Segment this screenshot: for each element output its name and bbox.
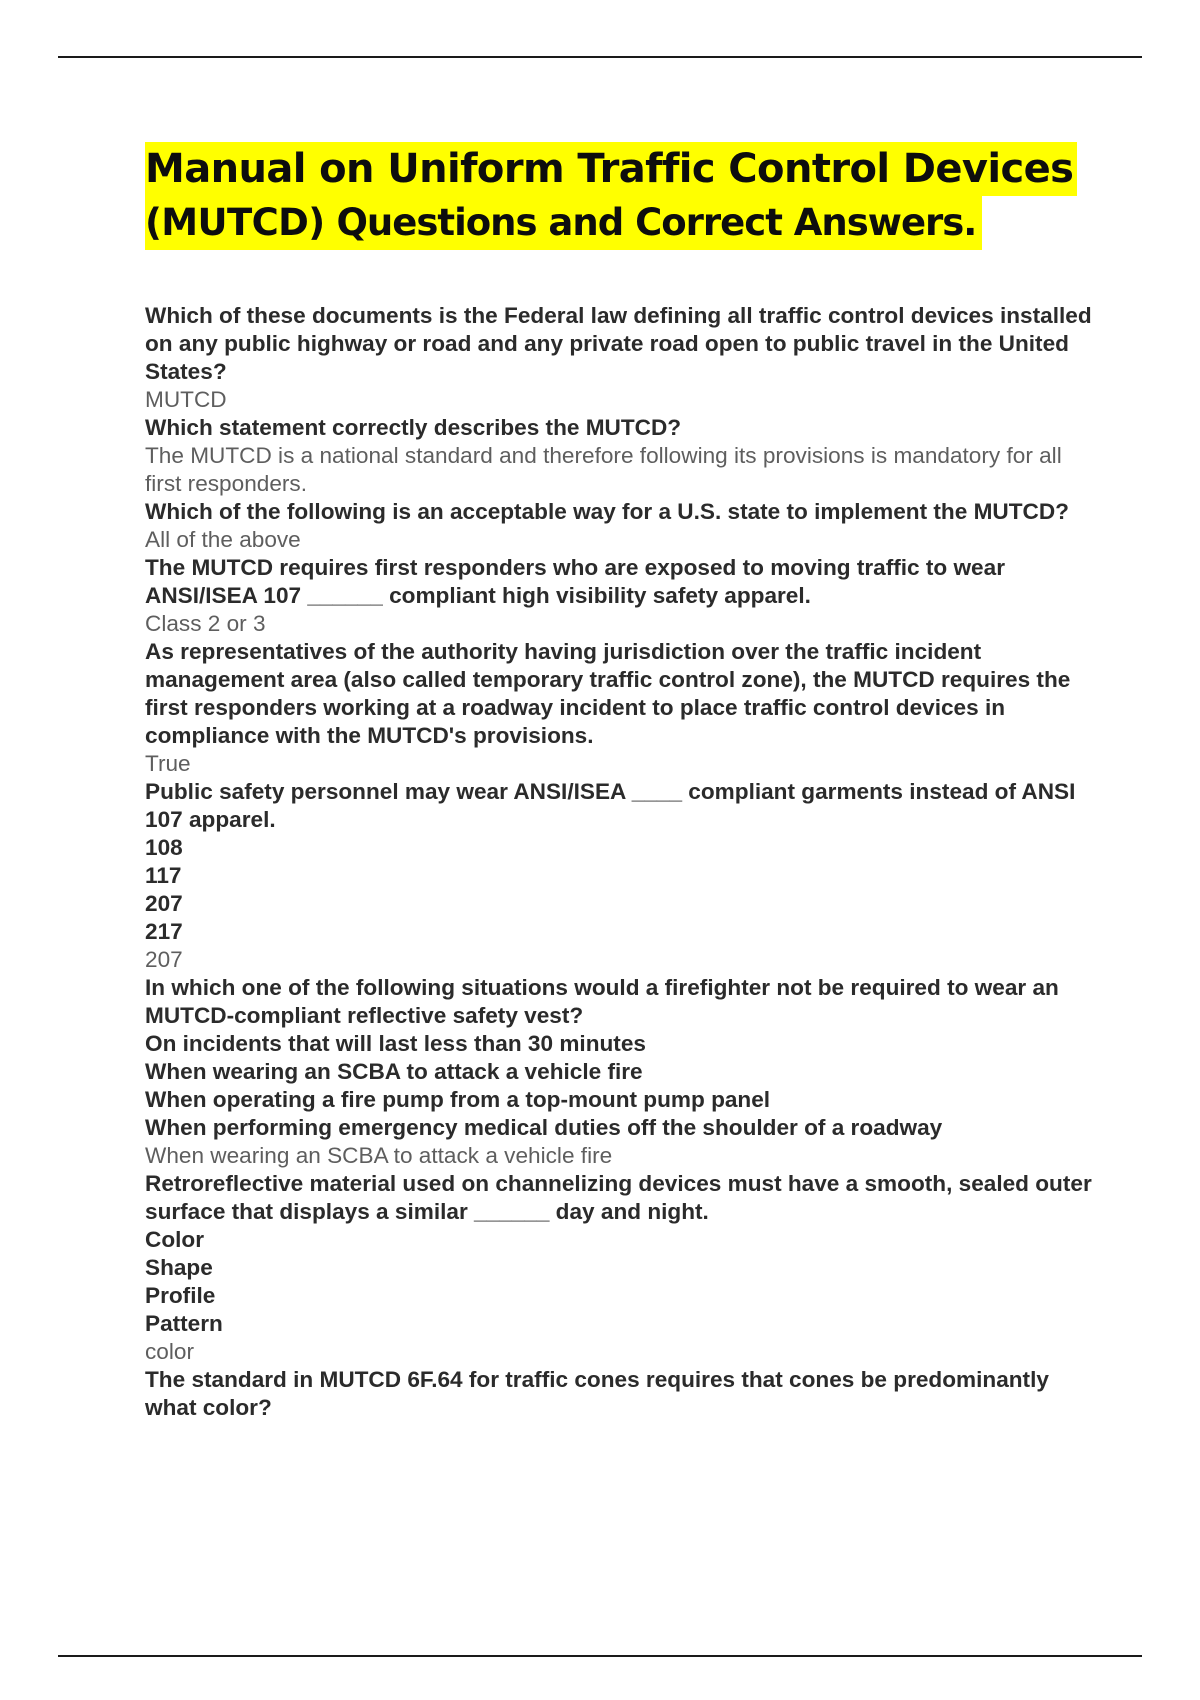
answer: All of the above	[145, 527, 301, 552]
question: As representatives of the authority having jurisdiction over the traffic incident management area (also called temporary traffic control zone), the MUTCD requires the first responders working at a roadway incident to place traffic control devices in compliance with the MUTCD's provisions.	[145, 639, 1071, 748]
document-title	[145, 142, 1074, 250]
question: Public safety personnel may wear ANSI/ISEA ____ compliant garments instead of ANSI 107 apparel.	[145, 779, 1076, 832]
option: When wearing an SCBA to attack a vehicle fire	[145, 1059, 643, 1084]
option: When operating a fire pump from a top-mount pump panel	[145, 1087, 771, 1112]
question: Retroreflective material used on channelizing devices must have a smooth, sealed outer surface that displays a similar ______ day and night.	[145, 1171, 1092, 1224]
question: Which of these documents is the Federal law defining all traffic control devices installed on any public highway or road and any private road open to public travel in the United States?	[145, 303, 1092, 384]
qa-list	[145, 302, 1100, 1422]
option: Color	[145, 1227, 204, 1252]
answer: Class 2 or 3	[145, 611, 266, 636]
question: The standard in MUTCD 6F.64 for traffic cones requires that cones be predominantly what color?	[145, 1367, 1049, 1420]
answer: When wearing an SCBA to attack a vehicle fire	[145, 1143, 613, 1168]
answer: 207	[145, 947, 183, 972]
question: Which of the following is an acceptable way for a U.S. state to implement the MUTCD?	[145, 499, 1069, 524]
answer: color	[145, 1339, 194, 1364]
option: On incidents that will last less than 30 minutes	[145, 1031, 646, 1056]
bottom-rule	[58, 1655, 1142, 1657]
option: 217	[145, 919, 183, 944]
option: Pattern	[145, 1311, 223, 1336]
question: In which one of the following situations would a firefighter not be required to wear an MUTCD-compliant reflective safety vest?	[145, 975, 1059, 1028]
option: 207	[145, 891, 183, 916]
answer: MUTCD	[145, 387, 227, 412]
question: The MUTCD requires first responders who are exposed to moving traffic to wear ANSI/ISEA 107 ______ compliant high visibility safety apparel.	[145, 555, 1005, 608]
title-subtitle: Questions and Correct Answers.	[324, 201, 977, 244]
option: 108	[145, 835, 183, 860]
question: Which statement correctly describes the MUTCD?	[145, 415, 682, 440]
answer: True	[145, 751, 191, 776]
top-rule	[58, 56, 1142, 58]
option: Profile	[145, 1283, 216, 1308]
option: 117	[145, 863, 182, 888]
option: When performing emergency medical duties off the shoulder of a roadway	[145, 1115, 943, 1140]
option: Shape	[145, 1255, 213, 1280]
title-abbreviation: (MUTCD)	[145, 201, 325, 244]
title-line-2	[145, 196, 982, 250]
title-line-1: Manual on Uniform Traffic Control Devices	[145, 142, 1077, 196]
answer: The MUTCD is a national standard and therefore following its provisions is mandatory for all first responders.	[145, 443, 1062, 496]
